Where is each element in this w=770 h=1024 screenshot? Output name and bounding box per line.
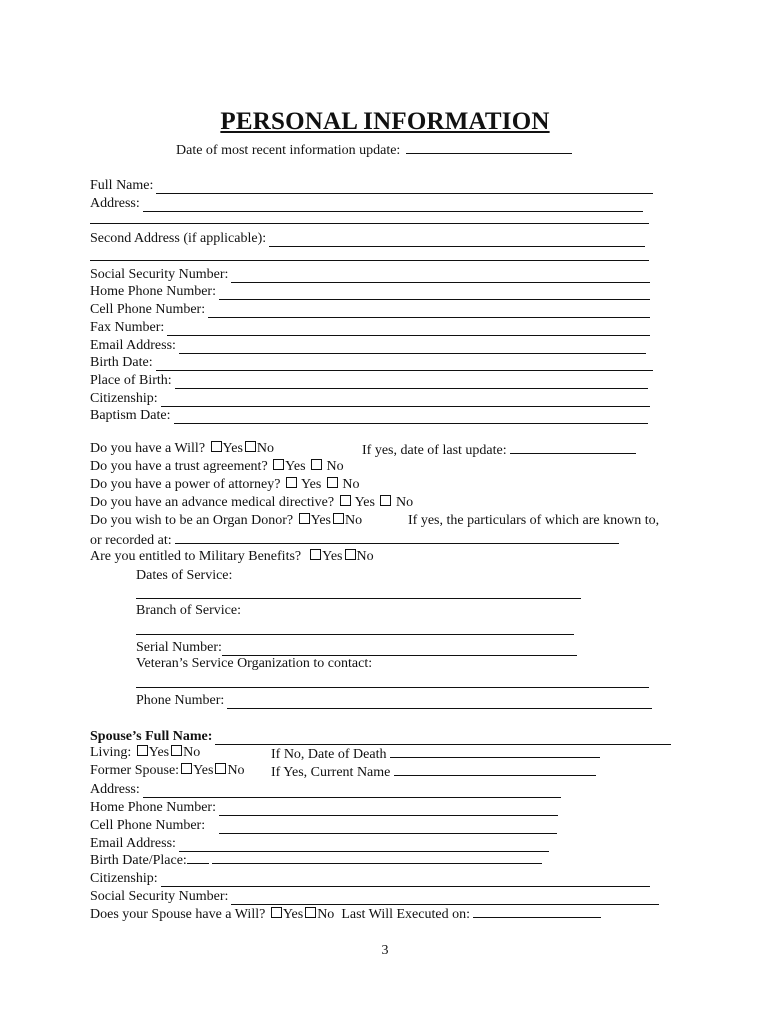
will-no-checkbox[interactable] — [245, 441, 256, 452]
directive-yes-label: Yes — [354, 495, 375, 510]
poa-question — [90, 477, 359, 493]
address-label: Address: — [90, 196, 140, 211]
date-of-death-blank[interactable] — [390, 745, 600, 758]
last-will-label: Last Will Executed on: — [341, 907, 470, 922]
will-update-field — [362, 441, 636, 459]
recorded-at-label: or recorded at: — [90, 533, 172, 548]
spouse-cell-phone-field — [90, 816, 557, 834]
citizenship-label: Citizenship: — [90, 391, 158, 406]
military-question — [90, 549, 374, 565]
donor-no-checkbox[interactable] — [333, 513, 344, 524]
former-yes-label: Yes — [193, 763, 214, 778]
cell-phone-blank[interactable] — [208, 305, 650, 318]
will-question — [90, 441, 274, 457]
full-name-blank[interactable] — [156, 181, 653, 194]
trust-question — [90, 459, 344, 475]
spouse-email-label: Email Address: — [90, 836, 176, 851]
spouse-will-no-label: No — [317, 907, 335, 922]
full-name-label: Full Name: — [90, 178, 154, 193]
date-of-death-label: If No, Date of Death — [271, 747, 387, 762]
donor-yes-label: Yes — [310, 513, 331, 528]
military-no-checkbox[interactable] — [345, 549, 356, 560]
donor-followup: If yes, the particulars of which are known to, — [408, 513, 660, 528]
spouse-birth-label: Birth Date/Place: — [90, 853, 187, 868]
living-no-label: No — [183, 745, 201, 760]
fax-blank[interactable] — [167, 323, 650, 336]
vso-blank[interactable] — [136, 687, 649, 688]
living-yes-label: Yes — [148, 745, 170, 760]
branch-label: Branch of Service: — [136, 603, 241, 618]
second-address-field — [90, 229, 645, 247]
spouse-citizenship-label: Citizenship: — [90, 871, 158, 886]
donor-label: Do you wish to be an Organ Donor? — [90, 513, 294, 528]
last-will-blank[interactable] — [473, 905, 601, 918]
poa-yes-label: Yes — [300, 477, 322, 492]
will-update-blank[interactable] — [510, 441, 636, 454]
birth-date-label: Birth Date: — [90, 355, 153, 370]
spouse-birth-field — [90, 851, 542, 869]
address-field — [90, 194, 643, 212]
update-date-blank[interactable] — [406, 140, 572, 154]
spouse-will-yes-checkbox[interactable] — [271, 907, 282, 918]
spouse-ssn-field — [90, 887, 659, 905]
second-address-blank[interactable] — [269, 234, 645, 247]
military-phone-label: Phone Number: — [136, 693, 225, 708]
place-of-birth-field — [90, 371, 648, 389]
date-of-death-field — [271, 745, 600, 763]
full-name-field — [90, 176, 653, 194]
spouse-name-field — [90, 727, 671, 745]
spouse-cell-phone-label: Cell Phone Number: — [90, 818, 206, 833]
ssn-label: Social Security Number: — [90, 267, 229, 282]
cell-phone-field — [90, 300, 650, 318]
spouse-ssn-blank[interactable] — [231, 892, 659, 905]
former-spouse-question — [90, 763, 245, 779]
page-number: 3 — [381, 943, 389, 958]
directive-label: Do you have an advance medical directive? — [90, 495, 335, 510]
home-phone-blank[interactable] — [219, 287, 650, 300]
will-update-label: If yes, date of last update: — [362, 443, 507, 458]
spouse-home-phone-label: Home Phone Number: — [90, 800, 216, 815]
spouse-ssn-label: Social Security Number: — [90, 889, 229, 904]
will-no-label: No — [256, 441, 275, 456]
living-question — [90, 745, 200, 761]
will-yes-checkbox[interactable] — [211, 441, 222, 452]
email-field — [90, 336, 646, 354]
spouse-will-yes-label: Yes — [282, 907, 304, 922]
spouse-will-question — [90, 905, 601, 923]
former-yes-checkbox[interactable] — [181, 763, 192, 774]
page-title: PERSONAL INFORMATION — [220, 108, 550, 135]
will-label: Do you have a Will? — [90, 441, 206, 456]
spouse-home-phone-blank[interactable] — [219, 803, 558, 816]
recorded-at-field — [90, 531, 619, 549]
ssn-field — [90, 265, 650, 283]
military-phone-field — [136, 691, 652, 709]
trust-yes-label: Yes — [285, 459, 306, 474]
spouse-name-label: Spouse’s Full Name: — [90, 729, 213, 744]
spouse-citizenship-field — [90, 869, 650, 887]
birth-date-blank[interactable] — [156, 358, 653, 371]
will-yes-label: Yes — [222, 441, 243, 456]
living-no-checkbox[interactable] — [171, 745, 182, 756]
branch-blank[interactable] — [136, 634, 574, 635]
cell-phone-label: Cell Phone Number: — [90, 302, 206, 317]
donor-no-label: No — [344, 513, 363, 528]
spouse-address-label: Address: — [90, 782, 140, 797]
former-no-checkbox[interactable] — [215, 763, 226, 774]
vso-label: Veteran’s Service Organization to contact: — [136, 656, 373, 671]
military-no-label: No — [356, 549, 374, 564]
former-no-label: No — [227, 763, 245, 778]
current-name-label: If Yes, Current Name — [271, 765, 391, 780]
serial-field — [136, 638, 577, 656]
place-of-birth-blank[interactable] — [175, 376, 648, 389]
baptism-blank[interactable] — [174, 411, 649, 424]
home-phone-label: Home Phone Number: — [90, 284, 216, 299]
trust-label: Do you have a trust agreement? — [90, 459, 268, 474]
poa-no-checkbox[interactable] — [327, 477, 338, 488]
dates-of-service-blank[interactable] — [136, 598, 581, 599]
military-label: Are you entitled to Military Benefits? — [90, 549, 302, 564]
directive-no-checkbox[interactable] — [380, 495, 391, 506]
poa-no-label: No — [342, 477, 360, 492]
current-name-blank[interactable] — [394, 763, 596, 776]
citizenship-field — [90, 389, 650, 407]
donor-question — [90, 513, 362, 529]
directive-no-label: No — [395, 495, 414, 510]
serial-label: Serial Number: — [136, 640, 222, 655]
spouse-address-field — [90, 780, 561, 798]
directive-yes-checkbox[interactable] — [340, 495, 351, 506]
home-phone-field — [90, 282, 650, 300]
current-name-field — [271, 763, 596, 781]
place-of-birth-label: Place of Birth: — [90, 373, 172, 388]
dates-of-service-label: Dates of Service: — [136, 568, 233, 583]
trust-no-checkbox[interactable] — [311, 459, 322, 470]
former-spouse-label: Former Spouse: — [90, 763, 180, 778]
recorded-at-blank[interactable] — [175, 531, 619, 544]
directive-question — [90, 495, 413, 511]
second-address-blank-extra[interactable] — [90, 260, 649, 261]
serial-blank[interactable] — [222, 643, 577, 656]
spouse-birth-date-blank[interactable] — [187, 851, 209, 864]
spouse-citizenship-blank[interactable] — [161, 874, 650, 887]
spouse-name-blank[interactable] — [215, 732, 671, 745]
poa-yes-checkbox[interactable] — [286, 477, 297, 488]
living-yes-checkbox[interactable] — [137, 745, 148, 756]
address-blank-extra[interactable] — [90, 223, 649, 224]
poa-label: Do you have a power of attorney? — [90, 477, 281, 492]
address-blank[interactable] — [143, 199, 643, 212]
military-phone-blank[interactable] — [227, 696, 652, 709]
trust-yes-checkbox[interactable] — [273, 459, 284, 470]
update-date-label: Date of most recent information update: — [176, 143, 401, 158]
spouse-cell-phone-blank[interactable] — [219, 821, 557, 834]
baptism-field — [90, 406, 648, 424]
spouse-birth-place-blank[interactable] — [212, 851, 542, 864]
spouse-home-phone-field — [90, 798, 558, 816]
donor-yes-checkbox[interactable] — [299, 513, 310, 524]
military-yes-label: Yes — [322, 549, 343, 564]
update-date-field — [176, 140, 572, 159]
spouse-will-label: Does your Spouse have a Will? — [90, 907, 266, 922]
trust-no-label: No — [326, 459, 344, 474]
fax-field — [90, 318, 650, 336]
spouse-will-no-checkbox[interactable] — [305, 907, 316, 918]
baptism-label: Baptism Date: — [90, 408, 171, 423]
spouse-address-blank[interactable] — [143, 785, 561, 798]
second-address-label: Second Address (if applicable): — [90, 231, 267, 246]
birth-date-field — [90, 353, 653, 371]
email-label: Email Address: — [90, 338, 176, 353]
spouse-email-field — [90, 834, 549, 852]
fax-label: Fax Number: — [90, 320, 165, 335]
military-yes-checkbox[interactable] — [310, 549, 321, 560]
living-label: Living: — [90, 745, 132, 760]
